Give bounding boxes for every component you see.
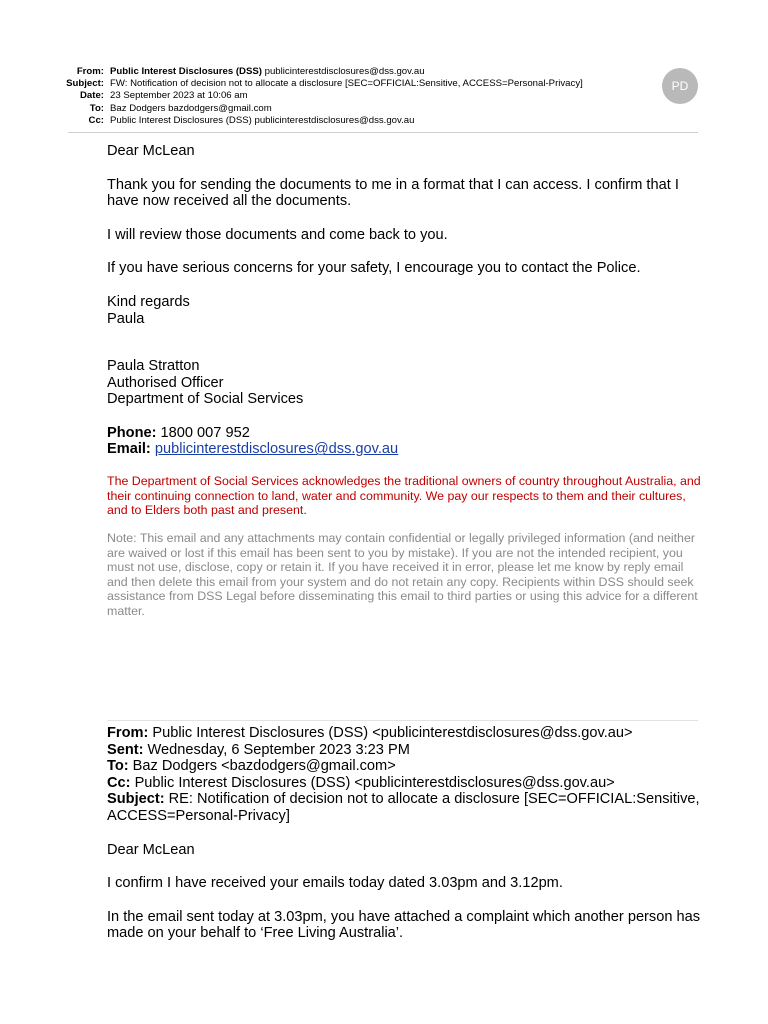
to-label: To:: [89, 102, 104, 114]
from-email[interactable]: publicinterestdisclosures@dss.gov.au: [264, 66, 425, 77]
confidentiality-note: Note: This email and any attachments may contain confidential or legally privileged information (and neither are waived or lost if this email has been sent to you by mistake). If you are not the intended recipient, you must not use, disclose, copy or retain it. If you have received it in error, please let me know by reply email and then delete this email from your system and do not retain any copy. Recipients within DSS should seek assistance from DSS Legal before disseminating this email to third parties or using this advice for a different matter.: [107, 531, 698, 618]
header-from-row: [0, 66, 700, 78]
quoted-subject-row: [107, 791, 702, 824]
paragraph-1: Thank you for sending the documents to me in a format that I can access. I confirm that I have now received all the documents.: [107, 176, 679, 210]
date-value: 23 September 2023 at 10:06 am: [110, 90, 248, 102]
phone-label: Phone:: [107, 424, 157, 441]
from-name[interactable]: Public Interest Disclosures (DSS): [110, 66, 262, 77]
email-label: Email:: [107, 441, 151, 458]
quoted-to-label: To:: [107, 758, 129, 775]
header-cc-row: [0, 115, 700, 127]
quoted-header: [107, 725, 702, 942]
subject-label: Subject:: [66, 78, 104, 90]
signature-department: Department of Social Services: [107, 391, 304, 408]
message-body: [107, 143, 702, 327]
phone-value: 1800 007 952: [160, 424, 250, 441]
quoted-from-row: [107, 725, 702, 742]
signature-title: Authorised Officer: [107, 374, 224, 391]
header-date-row: [0, 90, 700, 102]
reply-divider: [107, 720, 698, 721]
email-line: [107, 441, 702, 458]
signature-name: Paula Stratton: [107, 358, 200, 374]
signoff: Kind regards: [107, 293, 190, 310]
paragraph-3: If you have serious concerns for your safety, I encourage you to contact the Police.: [107, 260, 641, 277]
quoted-sent-row: [107, 742, 702, 759]
email-header: [0, 66, 700, 127]
quoted-paragraph-1: I confirm I have received your emails today dated 3.03pm and 3.12pm.: [107, 875, 563, 892]
to-value[interactable]: Baz Dodgers bazdodgers@gmail.com: [110, 102, 272, 114]
subject-value: FW: Notification of decision not to allocate a disclosure [SEC=OFFICIAL:Sensitive, ACCESS=Personal-Privacy]: [110, 78, 583, 90]
signoff-name: Paula: [107, 310, 145, 327]
cc-value[interactable]: Public Interest Disclosures (DSS) publicinterestdisclosures@dss.gov.au: [110, 114, 415, 126]
quoted-subject-label: Subject:: [107, 791, 165, 808]
quoted-from-value: Public Interest Disclosures (DSS) <publicinterestdisclosures@dss.gov.au>: [152, 725, 633, 741]
from-label: From:: [76, 66, 104, 77]
quoted-to-row: [107, 758, 702, 775]
quoted-cc-row: [107, 775, 702, 792]
header-to-row: [0, 103, 700, 115]
quoted-to-value: Baz Dodgers <bazdodgers@gmail.com>: [132, 758, 396, 775]
header-divider: [68, 132, 698, 133]
paragraph-2: I will review those documents and come back to you.: [107, 226, 448, 243]
greeting: Dear McLean: [107, 143, 195, 159]
quoted-greeting: Dear McLean: [107, 841, 195, 858]
quoted-cc-label: Cc:: [107, 774, 131, 791]
cc-label: Cc:: [88, 114, 104, 126]
quoted-paragraph-2: In the email sent today at 3.03pm, you have attached a complaint which another person has made on your behalf to ‘Free Living Australia’.: [107, 908, 701, 942]
quoted-cc-value: Public Interest Disclosures (DSS) <publicinterestdisclosures@dss.gov.au>: [134, 774, 615, 791]
signature-block: [107, 358, 702, 458]
quoted-from-label: From:: [107, 725, 149, 741]
email-link[interactable]: publicinterestdisclosures@dss.gov.au: [154, 441, 399, 458]
acknowledgement-text: The Department of Social Services acknowledges the traditional owners of country throughout Australia, and their continuing connection to land, water and community. We pay our respects to them and their cultures, and to Elders both past and present.: [107, 474, 701, 518]
quoted-sent-label: Sent:: [107, 741, 144, 758]
quoted-sent-value: Wednesday, 6 September 2023 3:23 PM: [147, 741, 410, 758]
date-label: Date:: [80, 90, 104, 102]
phone-line: [107, 425, 702, 442]
sender-avatar[interactable]: PD: [662, 68, 698, 104]
header-subject-row: [0, 78, 700, 90]
quoted-subject-value: RE: Notification of decision not to allocate a disclosure [SEC=OFFICIAL:Sensitive, ACCESS=Personal-Privacy]: [107, 791, 700, 824]
